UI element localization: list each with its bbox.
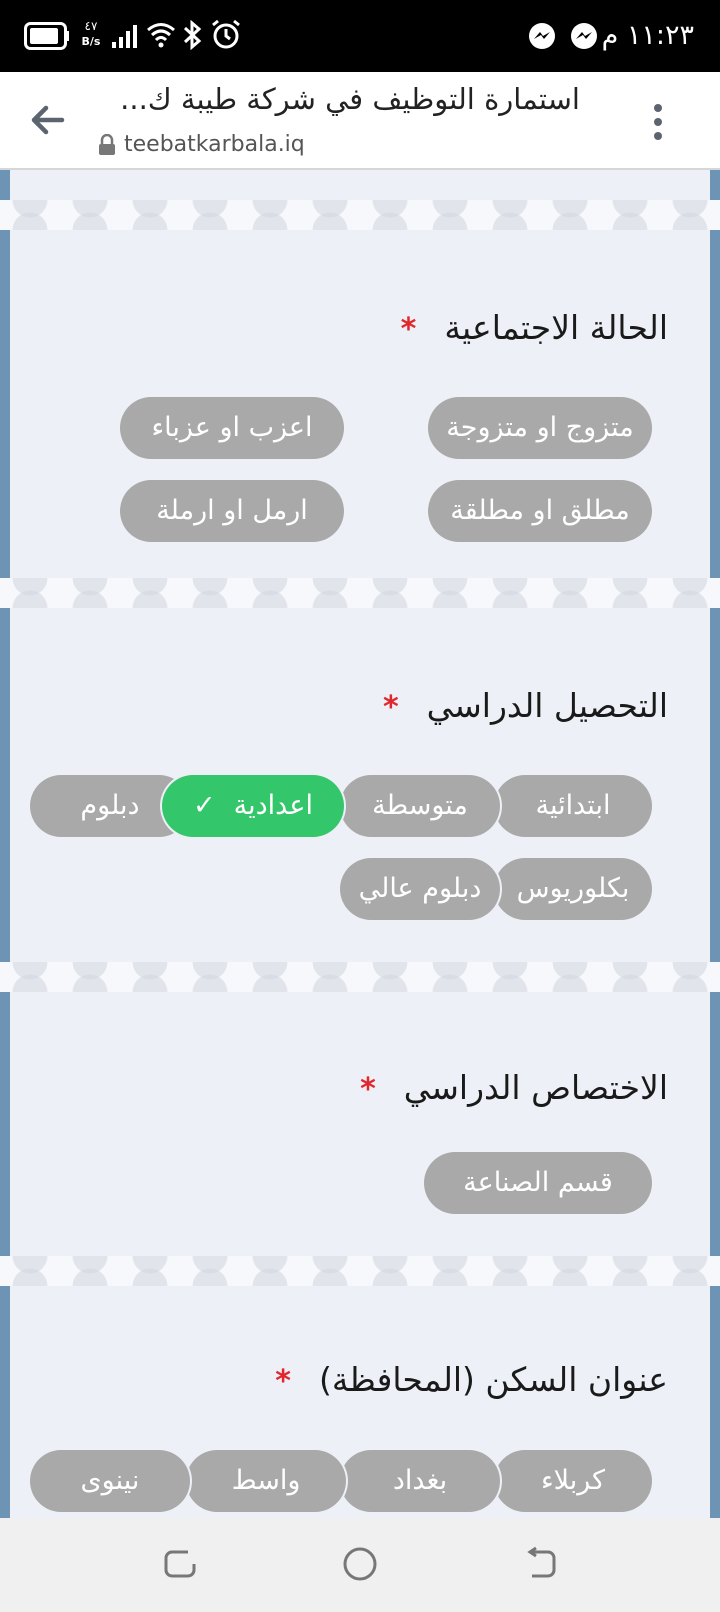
checkmark-icon: ✓ xyxy=(193,790,216,821)
section-divider xyxy=(0,200,720,230)
required-marker: * xyxy=(360,1072,376,1107)
recent-apps-icon[interactable] xyxy=(160,1544,200,1584)
clock: ١١:٢٣ م xyxy=(601,20,694,51)
battery-icon xyxy=(24,22,70,50)
education-title xyxy=(383,686,668,725)
alarm-icon xyxy=(210,18,242,50)
option-diploma[interactable]: دبلوم xyxy=(30,775,190,837)
option-divorced[interactable]: مطلق او مطلقة xyxy=(428,480,652,542)
lock-icon xyxy=(98,134,116,156)
option-karbala[interactable]: كربلاء xyxy=(494,1450,652,1512)
section-divider xyxy=(0,578,720,608)
left-side-bar xyxy=(0,170,10,1518)
address-title xyxy=(275,1360,668,1399)
signal-icon xyxy=(112,24,138,48)
status-bar xyxy=(0,0,720,72)
option-wasit[interactable]: واسط xyxy=(186,1450,346,1512)
network-speed xyxy=(80,18,102,50)
right-side-bar xyxy=(710,170,720,1518)
option-widowed[interactable]: ارمل او ارملة xyxy=(120,480,344,542)
option-preparatory-label: اعدادية xyxy=(233,790,313,821)
option-intermediate[interactable]: متوسطة xyxy=(340,775,500,837)
option-higher-diploma[interactable]: دبلوم عالي xyxy=(340,858,500,920)
back-nav-icon[interactable] xyxy=(520,1544,560,1584)
education-label: التحصيل الدراسي xyxy=(426,686,668,725)
network-speed-unit: B/s xyxy=(81,35,101,48)
specialization-label: الاختصاص الدراسي xyxy=(403,1068,668,1107)
option-industry-dept[interactable]: قسم الصناعة xyxy=(424,1152,652,1214)
messenger-icon xyxy=(528,22,556,50)
address-label: عنوان السكن (المحافظة) xyxy=(318,1360,668,1399)
network-speed-value: ٤٧ xyxy=(84,19,98,33)
required-marker: * xyxy=(400,312,417,347)
section-divider xyxy=(0,1256,720,1286)
option-single[interactable]: اعزب او عزباء xyxy=(120,397,344,459)
marital-status-label: الحالة الاجتماعية xyxy=(444,308,668,347)
section-divider xyxy=(0,962,720,992)
marital-status-title xyxy=(401,308,668,347)
option-married[interactable]: متزوج او متزوجة xyxy=(428,397,652,459)
option-bachelor[interactable]: بكلوريوس xyxy=(494,858,652,920)
url-text: teebatkarbala.iq xyxy=(124,132,305,157)
option-primary[interactable]: ابتدائية xyxy=(494,775,652,837)
option-preparatory[interactable] xyxy=(162,775,344,837)
wifi-icon xyxy=(146,20,176,48)
bluetooth-icon xyxy=(182,20,204,50)
messenger-icon xyxy=(570,22,598,50)
option-baghdad[interactable]: بغداد xyxy=(340,1450,500,1512)
system-navigation-bar xyxy=(0,1518,720,1612)
home-icon[interactable] xyxy=(340,1544,380,1584)
required-marker: * xyxy=(275,1364,291,1399)
option-nineveh[interactable]: نينوى xyxy=(30,1450,190,1512)
browser-toolbar xyxy=(0,72,720,170)
page-title: استمارة التوظيف في شركة طيبة ك... xyxy=(120,82,580,116)
required-marker: * xyxy=(382,690,399,725)
specialization-title xyxy=(360,1068,668,1107)
form-content xyxy=(0,170,720,1518)
more-vert-icon[interactable] xyxy=(648,100,668,144)
